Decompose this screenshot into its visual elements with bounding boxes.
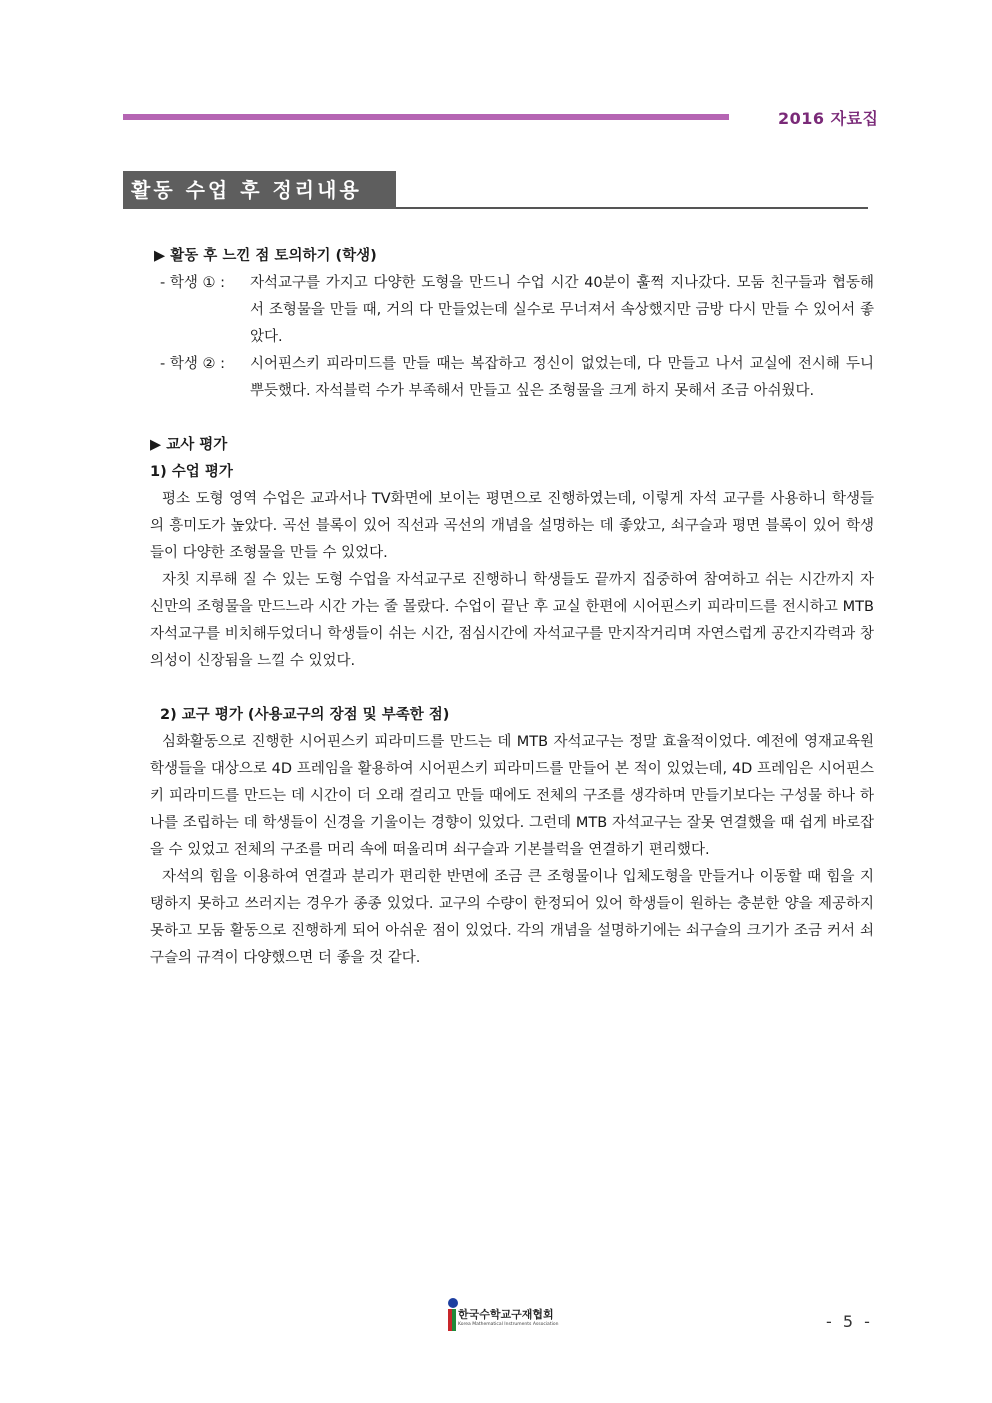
main-content	[150, 243, 874, 972]
teacher-heading: ▶ 교사 평가	[150, 437, 228, 453]
tool-eval-paragraph: 자석의 힘을 이용하여 연결과 분리가 편리한 반면에 조금 큰 조형물이나 입체도형을 만들거나 이동할 때 힘을 지탱하지 못하고 쓰러지는 경우가 종종 있었다. 교구의 수량이 한정되어 있어 학생들이 원하는 충분한 양을 제공하지 못하고 모둠 활동으로 진행하게 되어 아쉬운 점이 있었다. 각의 개념을 설명하기에는 쇠구슬의 크기가 조금 커서 쇠구슬의 규격이 다양했으면 더 좋을 것 같다.	[150, 869, 874, 966]
association-logo	[448, 1298, 559, 1332]
tool-eval-paragraph: 심화활동으로 진행한 시어핀스키 피라미드를 만드는 데 MTB 자석교구는 정말 효율적이었다. 예전에 영재교육원 학생들을 대상으로 4D 프레임을 활용하여 시어핀스키 피라미드를 만들어 본 적이 있었는데, 4D 프레임은 시어핀스키 피라미드를 만드는 데 시간이 더 오래 걸리고 만들 때에도 전체의 구조를 생각하며 만들기보다는 구성물 하나 하나를 조립하는 데 학생들이 신경을 기울이는 경향이 있었다. 그런데 MTB 자석교구는 잘못 연결했을 때 쉽게 바로잡을 수 있었고 전체의 구조를 머리 속에 떠올리며 쇠구슬과 기본블럭을 연결하기 편리했다.	[150, 734, 874, 858]
header-label: 2016 자료집	[778, 109, 879, 128]
student-label: - 학생 ① :	[160, 275, 225, 291]
logo-name: 한국수학교구재협회	[458, 1308, 554, 1321]
class-eval-heading: 1) 수업 평가	[150, 464, 233, 480]
header-rule	[123, 114, 729, 120]
section-title-rule	[396, 207, 868, 209]
page-number: - 5 -	[826, 1312, 873, 1331]
student-comment	[150, 351, 874, 405]
student-comment	[150, 270, 874, 351]
tool-eval-heading: 2) 교구 평가 (사용교구의 장점 및 부족한 점)	[160, 707, 450, 723]
class-eval-paragraph: 자칫 지루해 질 수 있는 도형 수업을 자석교구로 진행하니 학생들도 끝까지 집중하여 참여하고 쉬는 시간까지 자신만의 조형물을 만드느라 시간 가는 줄 몰랐다. 수업이 끝난 후 교실 한편에 시어핀스키 피라미드를 전시하고 MTB 자석교구를 비치해두었더니 학생들이 쉬는 시간, 점심시간에 자석교구를 만지작거리며 자연스럽게 공간지각력과 창의성이 신장됨을 느낄 수 있었다.	[150, 572, 874, 669]
reflection-heading: ▶ 활동 후 느낀 점 토의하기 (학생)	[154, 248, 377, 264]
class-eval-paragraph: 평소 도형 영역 수업은 교과서나 TV화면에 보이는 평면으로 진행하였는데, 이렇게 자석 교구를 사용하니 학생들의 흥미도가 높았다. 곡선 블록이 있어 직선과 곡선의 개념을 설명하는 데 좋았고, 쇠구슬과 평면 블록이 있어 학생들이 다양한 조형물을 만들 수 있었다.	[150, 491, 874, 561]
logo-dot-icon	[448, 1298, 458, 1308]
student-text: 자석교구를 가지고 다양한 도형을 만드니 수업 시간 40분이 훌쩍 지나갔다. 모둠 친구들과 협동해서 조형물을 만들 때, 거의 다 만들었는데 실수로 무너져서 속상했지만 금방 다시 만들 수 있어서 좋았다.	[250, 275, 874, 345]
student-label: - 학생 ② :	[160, 356, 225, 372]
logo-bar-icon	[452, 1309, 456, 1331]
logo-subtitle: Korea Mathematical Instruments Association	[458, 1322, 559, 1327]
section-title: 활동 수업 후 정리내용	[123, 171, 396, 209]
student-text: 시어핀스키 피라미드를 만들 때는 복잡하고 정신이 없었는데, 다 만들고 나서 교실에 전시해 두니 뿌듯했다. 자석블럭 수가 부족해서 만들고 싶은 조형물을 크게 하지 못해서 조금 아쉬웠다.	[250, 356, 874, 399]
